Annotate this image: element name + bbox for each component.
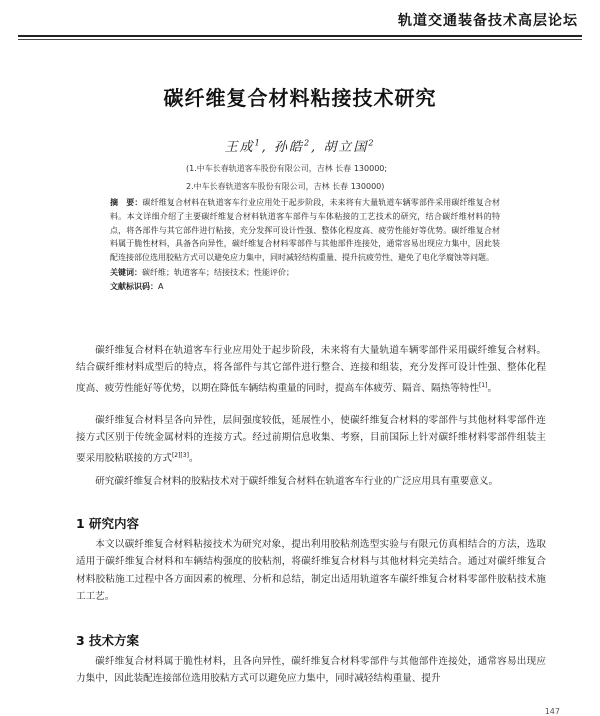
citation-ref: [1] [478, 381, 488, 389]
abstract-block [110, 196, 500, 294]
keywords-text: 碳纤维；轨道客车；结接技术；性能评价； [142, 267, 294, 277]
body-paragraph [76, 342, 546, 397]
author-name: 孙皓 [273, 140, 304, 155]
running-title: 轨道交通装备技术高层论坛 [398, 13, 578, 29]
body-paragraph-1 [76, 342, 546, 397]
page-number: 147 [544, 707, 560, 716]
section-heading: 1 研究内容 [76, 516, 140, 531]
doc-code-label: 文献标识码： [110, 281, 158, 291]
body-paragraph: 碳纤维复合材料属于脆性材料，且各向异性，碳纤维复合材料零部件与其他部件连接处，通常容易出现应力集中，因此装配连接部位选用胶粘方式可以避免应力集中，同时减轻结构重量、提升 [76, 656, 546, 685]
author-list: 王成$^1$, 孙皓$^2$, 胡立国$^2$ [224, 138, 376, 155]
body-paragraph-3 [76, 473, 546, 490]
abstract-text: 碳纤维复合材料在轨道客车行业应用处于起步阶段，未来将有大量轨道车辆零部件采用碳纤维复合材料。本文详细介绍了主要碳纤维复合材料轨道客车部件与车体粘接的工艺技术的研究，结合碳纤维材料的特点，将各部件与其它部件进行粘接，充分发挥可设计性强、整体化程度高、疲劳性能好等优势。碳纤维复合材料属于脆性材料，具备各向异性，碳纤维复合材料零部件与其他部件连接处，通常容易出现应力集中，因此装配连接部位选用胶粘方式可以避免应力集中，同时减轻结构重量、提升抗疲劳性、避免了电化学腐蚀等问题。 [110, 198, 501, 263]
paragraph-end: 。 [487, 383, 498, 394]
body-paragraph-4 [76, 536, 546, 606]
header-rule-thin [18, 39, 582, 40]
body-paragraph: 本文以碳纤维复合材料粘接技术为研究对象，提出利用胶粘剂选型实验与有限元仿真相结合的方法，选取适用于碳纤维复合材料和车辆结构强度的胶粘剂，将碳纤维复合材料与其他材料完美结合。通过对碳纤维复合材料胶粘施工过程中各方面因素的梳理、分析和总结，制定出适用轨道客车碳纤维复合材料零部件胶粘技术施工工艺。 [76, 539, 546, 603]
abstract-paragraph [110, 196, 500, 265]
body-paragraph [76, 412, 546, 467]
doc-code-line [110, 280, 500, 294]
affiliation-line: 2.中车长春轨道客车股份有限公司，吉林 长春 130000) [186, 182, 385, 191]
abstract-label: 摘 要： [110, 198, 143, 207]
body-paragraph-2 [76, 412, 546, 467]
keywords-label: 关键词： [110, 267, 142, 277]
paper-title: 碳纤维复合材料粘接技术研究 [163, 86, 437, 110]
header-rule [18, 35, 582, 37]
paragraph-text: 碳纤维复合材料呈各向异性，层间强度较低，延展性小，使碳纤维复合材料的零部件与其他材料零部件连接方式区别于传统金属材料的连接方式。经过前期信息收集、考察，目前国际上针对碳纤维材料零部件组装主要采用胶粘联接的方式 [76, 415, 546, 464]
body-paragraph: 研究碳纤维复合材料的胶粘技术对于碳纤维复合材料在轨道客车行业的广泛应用具有重要意义。 [95, 476, 499, 487]
author-affiliation-mark: 2 [368, 138, 376, 148]
author-name: 王成 [224, 140, 255, 155]
citation-ref: [2][3] [171, 451, 189, 459]
keywords-line [110, 266, 500, 280]
doc-code-value: A [158, 281, 164, 291]
body-paragraph-5 [76, 653, 546, 688]
paragraph-end: 。 [188, 453, 199, 464]
author-affiliation-mark: 1 [254, 138, 262, 148]
author-affiliation-mark: 2 [303, 138, 312, 148]
section-heading: 3 技术方案 [76, 633, 140, 648]
paragraph-text: 碳纤维复合材料在轨道客车行业应用处于起步阶段，未来将有大量轨道车辆零部件采用碳纤维复合材料。结合碳纤维材料成型后的特点，将各部件与其它部件进行整合、连接和组装，充分发挥可设计性强、整体化程度高、疲劳性能好等优势，以期在降低车辆结构重量的同时，提高车体疲劳、隔音、隔热等特性 [76, 345, 546, 394]
affiliation-line: (1.中车长春轨道客车股份有限公司，吉林 长春 130000; [186, 164, 388, 173]
author-name: 胡立国 [323, 140, 369, 155]
